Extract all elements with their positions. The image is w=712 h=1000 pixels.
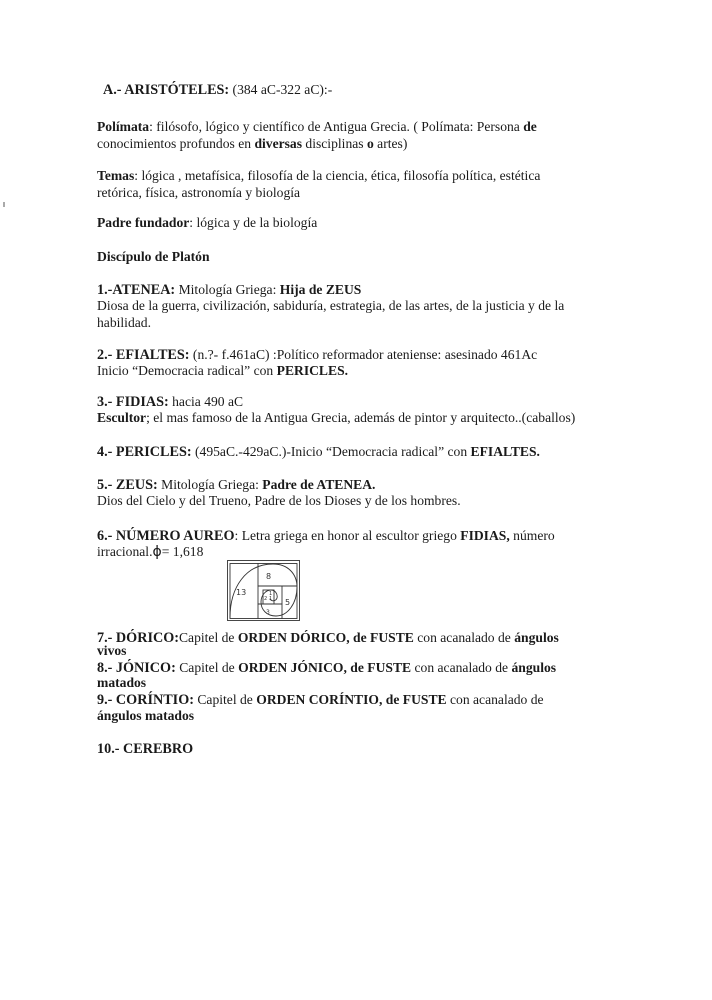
zeus-heading: 5.- ZEUS: bbox=[97, 477, 158, 493]
phi-symbol: ϕ bbox=[152, 544, 162, 560]
efialtes-line-2 bbox=[97, 362, 348, 379]
scan-artifact bbox=[3, 202, 5, 207]
padre-fundador-label: Padre fundador bbox=[97, 215, 190, 230]
temas-line-1 bbox=[97, 167, 540, 184]
atenea-line-3 bbox=[97, 314, 151, 331]
polimata-label: Polímata bbox=[97, 119, 150, 134]
aureo-line-2 bbox=[97, 543, 203, 561]
fidias-heading: 3.- FIDIAS: bbox=[97, 394, 169, 410]
bold-phrase: FIDIAS, bbox=[460, 528, 510, 543]
bold-word: o bbox=[366, 136, 374, 151]
pericles-line bbox=[97, 443, 540, 461]
discipulo-line bbox=[97, 248, 210, 265]
corintio-text: Capitel de bbox=[193, 692, 257, 707]
atenea-text: Diosa de la guerra, civilización, sabiduría, estrategia, de las artes, de la justicia y de la bbox=[97, 298, 565, 313]
aristoteles-dates: (384 aC-322 aC):- bbox=[229, 82, 333, 97]
cerebro-heading: 10.- CEREBRO bbox=[97, 741, 194, 757]
polimata-line-1 bbox=[97, 118, 537, 135]
aureo-heading: 6.- NÚMERO AUREO bbox=[97, 528, 235, 544]
dorico-text: con acanalado de bbox=[413, 630, 515, 645]
temas-line-2 bbox=[97, 184, 300, 201]
fidias-text: ; el mas famoso de la Antigua Grecia, además de pintor y arquitecto..(caballos) bbox=[146, 410, 576, 425]
bold-phrase: Hija de ZEUS bbox=[279, 282, 362, 297]
pericles-heading: 4.- PERICLES: bbox=[97, 444, 192, 460]
discipulo-text: Discípulo de Platón bbox=[97, 249, 210, 264]
bold-phrase: EFIALTES. bbox=[470, 444, 540, 459]
bold-phrase: ORDEN DÓRICO, de FUSTE bbox=[237, 630, 414, 645]
polimata-text: conocimientos profundos en bbox=[97, 136, 255, 151]
bold-phrase: ángulos matados bbox=[97, 708, 195, 723]
aureo-text: = 1,618 bbox=[161, 544, 204, 559]
pericles-text: (495aC.-429aC.)-Inicio “Democracia radical” con bbox=[191, 444, 471, 459]
corintio-text: con acanalado de bbox=[446, 692, 544, 707]
bold-phrase: ángulos bbox=[511, 660, 557, 675]
dorico-heading: 7.- DÓRICO: bbox=[97, 630, 179, 646]
bold-phrase: ángulos bbox=[514, 630, 559, 645]
polimata-text: disciplinas bbox=[302, 136, 367, 151]
corintio-line-2 bbox=[97, 707, 194, 724]
atenea-heading: 1.-ATENEA: bbox=[97, 282, 176, 298]
zeus-text: Dios del Cielo y del Trueno, Padre de los Dioses y de los hombres. bbox=[97, 493, 461, 508]
aureo-text: irracional. bbox=[97, 544, 153, 559]
jonico-line-1 bbox=[97, 659, 556, 677]
efialtes-text: Inicio “Democracia radical” con bbox=[97, 363, 277, 378]
bold-word: diversas bbox=[254, 136, 303, 151]
polimata-text: artes) bbox=[373, 136, 408, 151]
atenea-line-2 bbox=[97, 297, 564, 314]
aureo-text: : Letra griega en honor al escultor griego bbox=[234, 528, 461, 543]
golden-spiral-sketch bbox=[226, 559, 302, 623]
sketch-label: 8 bbox=[266, 572, 272, 581]
dorico-line-1 bbox=[97, 629, 559, 647]
padre-fundador-text: : lógica y de la biología bbox=[189, 215, 318, 230]
sketch-label: 1 bbox=[269, 596, 273, 602]
temas-text: retórica, física, astronomía y biología bbox=[97, 185, 301, 200]
corintio-heading: 9.- CORÍNTIO: bbox=[97, 692, 194, 708]
jonico-text: Capitel de bbox=[175, 660, 239, 675]
fidias-line-2 bbox=[97, 409, 575, 426]
atenea-text: Mitología Griega: bbox=[175, 282, 280, 297]
fidias-text: hacia 490 aC bbox=[168, 394, 244, 409]
sketch-label: 13 bbox=[236, 588, 247, 597]
bold-word: de bbox=[523, 119, 537, 134]
temas-text: : lógica , metafísica, filosofía de la ciencia, ética, filosofía política, estética bbox=[134, 168, 541, 183]
aureo-text: número bbox=[509, 528, 555, 543]
bold-phrase: Escultor bbox=[97, 410, 147, 425]
polimata-text: : filósofo, lógico y científico de Antigua Grecia. ( Polímata: Persona bbox=[149, 119, 524, 134]
zeus-line-2 bbox=[97, 492, 461, 509]
jonico-text: con acanalado de bbox=[411, 660, 512, 675]
sketch-label: 2 bbox=[264, 596, 268, 602]
bold-phrase: matados bbox=[97, 675, 147, 690]
dorico-text: Capitel de bbox=[178, 630, 238, 645]
polimata-line-2 bbox=[97, 135, 407, 152]
jonico-heading: 8.- JÓNICO: bbox=[97, 660, 176, 676]
efialtes-heading: 2.- EFIALTES: bbox=[97, 347, 190, 363]
efialtes-text: (n.?- f.461aC) :Político reformador ateniense: asesinado 461Ac bbox=[189, 347, 538, 362]
bold-phrase: ORDEN JÓNICO, de FUSTE bbox=[238, 660, 412, 675]
bold-phrase: PERICLES. bbox=[276, 363, 349, 378]
bold-phrase: Padre de ATENEA. bbox=[262, 477, 376, 492]
sketch-label: 1 bbox=[269, 591, 273, 597]
zeus-text: Mitología Griega: bbox=[157, 477, 263, 492]
temas-label: Temas bbox=[97, 168, 135, 183]
atenea-text: habilidad. bbox=[97, 315, 151, 330]
padre-fundador-line bbox=[97, 214, 317, 231]
aristoteles-title bbox=[103, 81, 332, 99]
jonico-line-2 bbox=[97, 674, 146, 691]
bold-phrase: ORDEN CORÍNTIO, de FUSTE bbox=[256, 692, 447, 707]
cerebro-line bbox=[97, 740, 193, 758]
bold-phrase: vivos bbox=[97, 643, 127, 658]
sketch-label: 3 bbox=[266, 609, 270, 616]
sketch-label: 5 bbox=[285, 598, 291, 607]
aristoteles-heading: A.- ARISTÓTELES: bbox=[103, 82, 230, 98]
dorico-line-2 bbox=[97, 642, 126, 659]
